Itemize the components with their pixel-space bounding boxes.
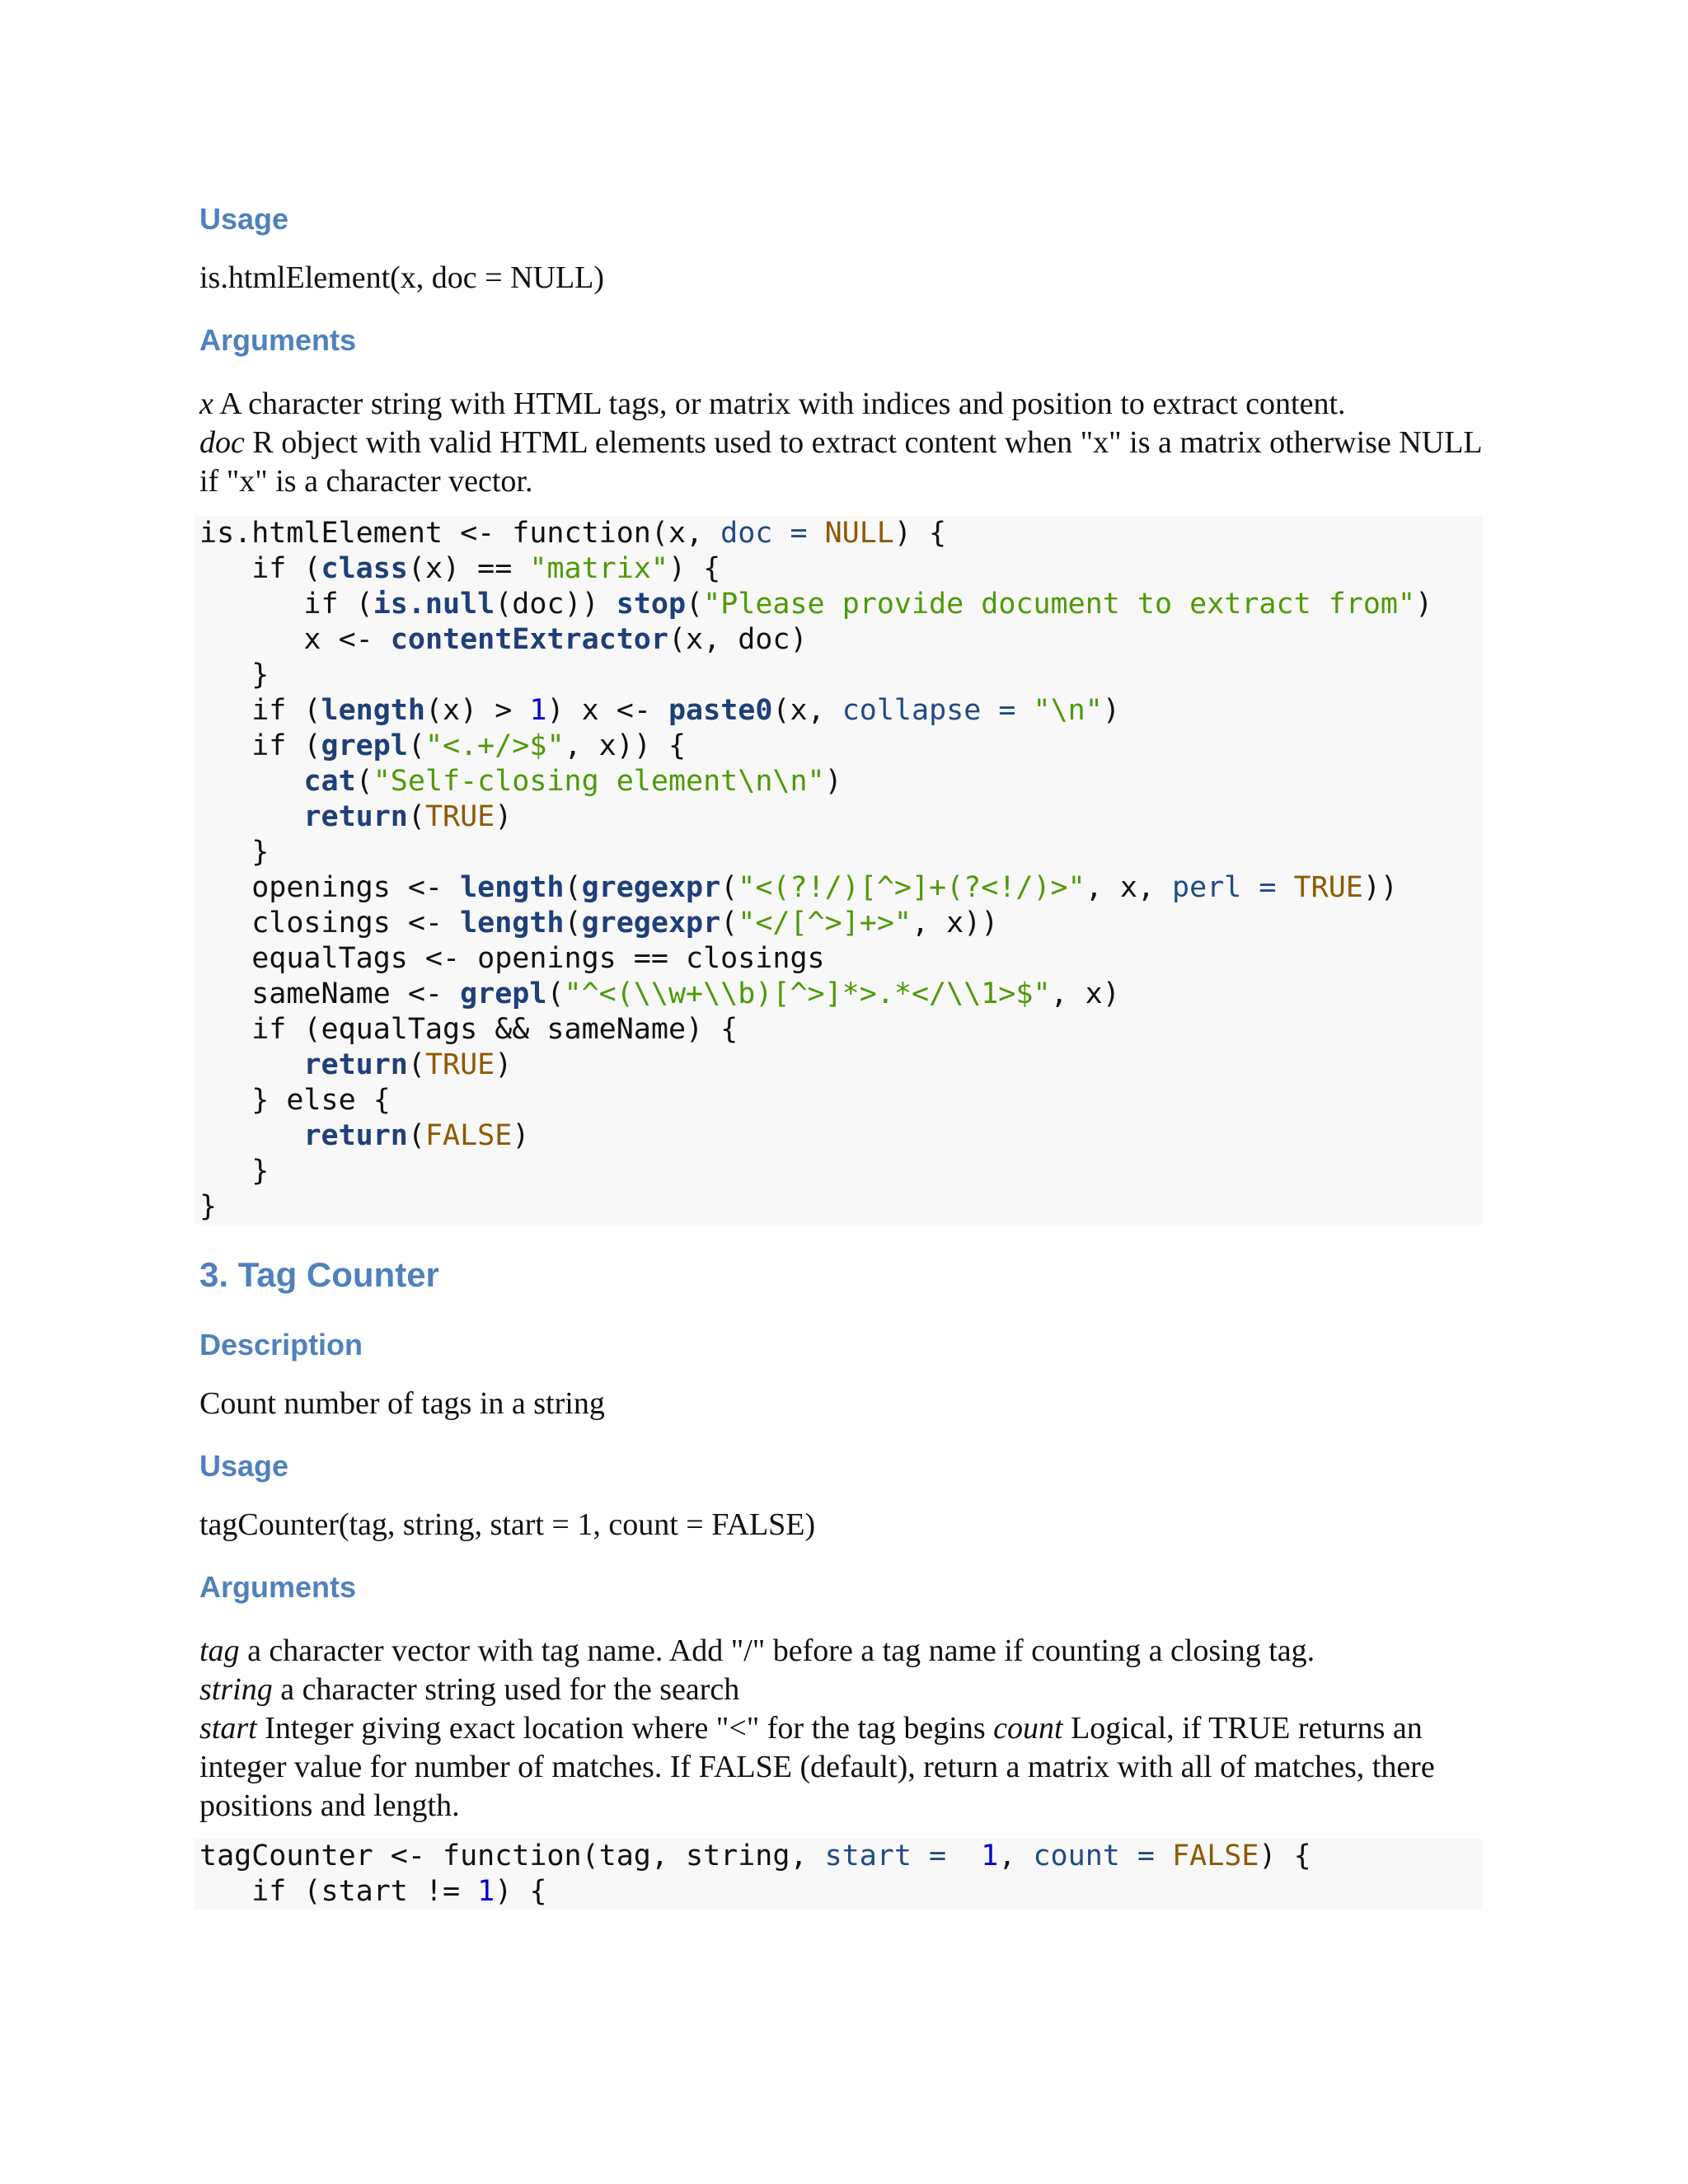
document-page — [199, 190, 1497, 1910]
usage-heading-2: Usage — [199, 1449, 289, 1483]
usage-heading: Usage — [199, 202, 289, 236]
code-line: } — [199, 1155, 270, 1188]
argument-count-description: Logical, if TRUE returns an integer value for number of matches. If FALSE (default), return a matrix with all of matches, there positions and length. — [199, 1711, 1435, 1823]
argument-start-name: start — [199, 1711, 257, 1746]
code-line: } else { — [199, 1084, 391, 1117]
arguments-text — [199, 385, 1497, 501]
usage-text: is.htmlElement(x, doc = NULL) — [199, 260, 605, 295]
argument-doc-description: R object with valid HTML elements used to extract content when "x" is a matrix otherwise NULL if "x" is a character vector. — [199, 425, 1482, 499]
argument-doc-name: doc — [199, 425, 245, 460]
usage-text-2: tagCounter(tag, string, start = 1, count = FALSE) — [199, 1507, 816, 1542]
argument-x-description: A character string with HTML tags, or matrix with indices and position to extract content. — [213, 387, 1346, 421]
argument-tag — [199, 1632, 1497, 1671]
code-line: openings <- length(gregexpr("<(?!/)[^>]+(?<!/)>", x, perl = TRUE)) — [199, 871, 1399, 904]
description-text: Count number of tags in a string — [199, 1386, 605, 1421]
argument-tag-description: a character vector with tag name. Add "/" before a tag name if counting a closing tag. — [239, 1633, 1315, 1668]
code-line: closings <- length(gregexpr("</[^>]+>", x)) — [199, 907, 999, 940]
code-line: if (equalTags && sameName) { — [199, 1013, 738, 1046]
argument-string-name: string — [199, 1672, 273, 1707]
argument-x — [199, 385, 1497, 424]
code-block-is-htmlelement — [195, 516, 1482, 1225]
code-line: cat("Self-closing element\n\n") — [303, 765, 842, 798]
argument-x-name: x — [199, 387, 213, 421]
code-line: if (class(x) == "matrix") { — [199, 552, 721, 585]
description-heading: Description — [199, 1328, 363, 1361]
argument-string — [199, 1671, 1497, 1709]
code-line: is.htmlElement <- function(x, doc = NULL) { — [199, 517, 947, 550]
argument-count-name: count — [993, 1711, 1063, 1746]
code-line: return(FALSE) — [303, 1119, 530, 1152]
arguments-heading: Arguments — [199, 323, 357, 357]
code-block-tagcounter — [195, 1839, 1482, 1910]
code-line: return(TRUE) — [303, 1048, 513, 1081]
code-line: if (grepl("<.+/>$", x)) { — [199, 729, 687, 762]
code-line: tagCounter <- function(tag, string, start = 1, count = FALSE) { — [199, 1840, 1311, 1872]
argument-start-description: Integer giving exact location where "<" for the tag begins — [256, 1711, 994, 1746]
code-line: if (start != 1) { — [199, 1875, 547, 1908]
code-line: if (length(x) > 1) x <- paste0(x, collapse = "\n") — [199, 694, 1120, 727]
code-line: if (is.null(doc)) stop("Please provide document to extract from") — [199, 588, 1433, 621]
code-line: } — [199, 1190, 218, 1223]
code-line: equalTags <- openings == closings — [199, 942, 825, 975]
code-line: x <- contentExtractor(x, doc) — [199, 623, 808, 656]
arguments-heading-2: Arguments — [199, 1570, 357, 1604]
code-line: sameName <- grepl("^<(\\w+\\b)[^>]*>.*</\\1>$", x) — [199, 977, 1120, 1010]
argument-start-count — [199, 1711, 1435, 1823]
argument-tag-name: tag — [199, 1633, 240, 1668]
code-line: } — [199, 658, 270, 691]
section-heading-tag-counter: 3. Tag Counter — [199, 1255, 439, 1294]
code-line: return(TRUE) — [303, 800, 513, 833]
argument-doc — [199, 425, 1481, 499]
arguments-text-2 — [199, 1632, 1497, 1825]
code-line: } — [199, 836, 270, 869]
argument-string-description: a character string used for the search — [272, 1672, 740, 1707]
